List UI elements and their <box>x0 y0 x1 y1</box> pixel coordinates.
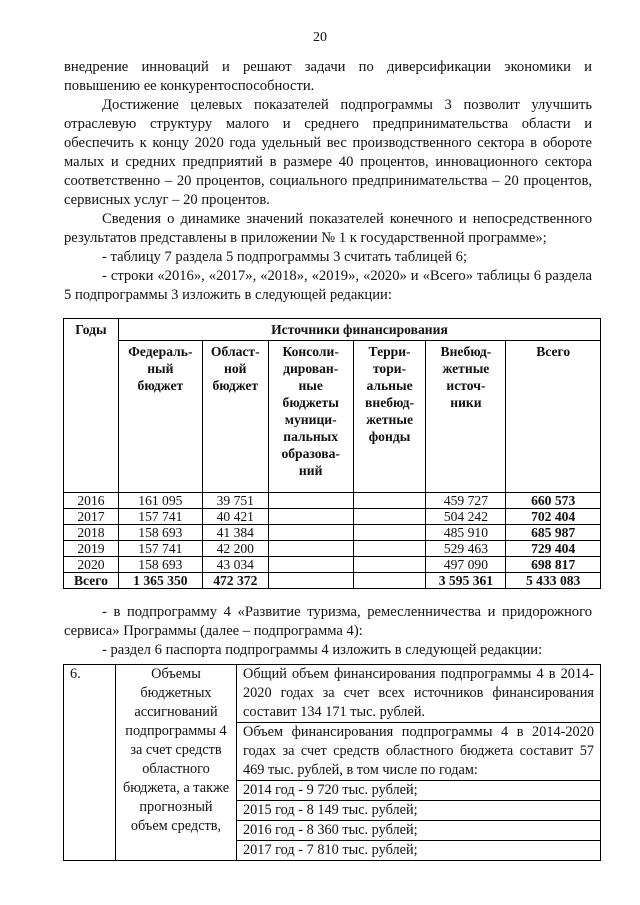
passport-line: 2015 год - 8 149 тыс. рублей; <box>237 801 600 821</box>
header-territorial: Терри- тори- альные внебюд- жетные фонды <box>353 341 426 493</box>
paragraph: - таблицу 7 раздела 5 подпрограммы 3 считать таблицей 6; <box>102 249 468 265</box>
paragraph: - раздел 6 паспорта подпрограммы 4 изложить в следующей редакции: <box>102 642 543 658</box>
passport-row-number: 6. <box>64 665 116 861</box>
cell-regional: 40 421 <box>202 509 268 525</box>
cell-year: Всего <box>64 573 119 589</box>
cell-municipal <box>268 573 353 589</box>
cell-extrabudget: 3 595 361 <box>426 573 506 589</box>
cell-year: 2017 <box>64 509 119 525</box>
table-row <box>64 541 601 557</box>
cell-total: 660 573 <box>506 493 601 509</box>
paragraph: Сведения о динамике значений показателей конечного и непосредственного результатов представлены в приложении № 1 к государственной программе»; <box>64 211 592 246</box>
financing-table <box>63 318 601 589</box>
cell-extrabudget: 497 090 <box>426 557 506 573</box>
cell-federal: 157 741 <box>118 509 202 525</box>
cell-extrabudget: 529 463 <box>426 541 506 557</box>
cell-territorial <box>353 541 426 557</box>
passport-line: 2016 год - 8 360 тыс. рублей; <box>237 821 600 841</box>
cell-regional: 43 034 <box>202 557 268 573</box>
intro-text <box>64 58 592 305</box>
cell-federal: 161 095 <box>118 493 202 509</box>
paragraph: - строки «2016», «2017», «2018», «2019», «2020» и «Всего» таблицы 6 раздела 5 подпрограммы 3 изложить в следующей редакции: <box>64 268 592 303</box>
header-total: Всего <box>506 341 601 493</box>
cell-territorial <box>353 525 426 541</box>
page-number: 20 <box>313 30 327 45</box>
passport-row-label: Объемы бюджетных ассигнований подпрограммы 4 за счет средств областного бюджета, а также прогнозный объем средств, <box>116 665 237 861</box>
table-row <box>64 557 601 573</box>
cell-regional: 41 384 <box>202 525 268 541</box>
cell-federal: 158 693 <box>118 557 202 573</box>
cell-total: 698 817 <box>506 557 601 573</box>
cell-regional: 42 200 <box>202 541 268 557</box>
cell-territorial <box>353 509 426 525</box>
paragraph: - в подпрограмму 4 «Развитие туризма, ремесленничества и придорожного сервиса» Программы (далее – подпрограмма 4): <box>64 604 592 639</box>
cell-municipal <box>268 557 353 573</box>
passport-line: Объем финансирования подпрограммы 4 в 2014-2020 годах за счет средств областного бюджета составит 57 469 тыс. рублей, в том числе по годам: <box>237 723 600 781</box>
header-federal: Федераль- ный бюджет <box>118 341 202 493</box>
subprogram-4-text <box>64 603 592 660</box>
cell-total: 5 433 083 <box>506 573 601 589</box>
table-row <box>64 525 601 541</box>
cell-year: 2018 <box>64 525 119 541</box>
passport-line: 2017 год - 7 810 тыс. рублей; <box>243 842 418 858</box>
passport-row-content <box>237 665 601 861</box>
cell-federal: 1 365 350 <box>118 573 202 589</box>
cell-year: 2019 <box>64 541 119 557</box>
cell-federal: 157 741 <box>118 541 202 557</box>
cell-federal: 158 693 <box>118 525 202 541</box>
paragraph: Достижение целевых показателей подпрограммы 3 позволит улучшить отраслевую структуру малого и среднего предпринимательства области и обеспечить к концу 2020 года удельный вес производственного сектора в обороте малых и средних предприятий в размере 40 процентов, инновационного сектора соответственно – 20 процентов, социального предпринимательства – 20 процентов, сервисных услуг – 20 процентов. <box>64 97 592 208</box>
cell-municipal <box>268 509 353 525</box>
header-sources: Источники финансирования <box>118 319 600 341</box>
cell-year: 2020 <box>64 557 119 573</box>
cell-regional: 472 372 <box>202 573 268 589</box>
cell-municipal <box>268 525 353 541</box>
cell-total: 685 987 <box>506 525 601 541</box>
cell-regional: 39 751 <box>202 493 268 509</box>
table-total-row <box>64 573 601 589</box>
table-row <box>64 509 601 525</box>
paragraph: внедрение инноваций и решают задачи по диверсификации экономики и повышению ее конкурентоспособности. <box>64 59 592 94</box>
cell-territorial <box>353 493 426 509</box>
cell-territorial <box>353 557 426 573</box>
cell-municipal <box>268 541 353 557</box>
header-regional: Област- ной бюджет <box>202 341 268 493</box>
table-row <box>64 493 601 509</box>
passport-table <box>63 664 601 861</box>
header-extrabudget: Внебюд- жетные источ- ники <box>426 341 506 493</box>
cell-territorial <box>353 573 426 589</box>
cell-municipal <box>268 493 353 509</box>
passport-line: 2014 год - 9 720 тыс. рублей; <box>237 781 600 801</box>
header-years: Годы <box>64 319 119 493</box>
cell-extrabudget: 459 727 <box>426 493 506 509</box>
header-municipal: Консоли- дирован- ные бюджеты муници- пальных образова- ний <box>268 341 353 493</box>
passport-line: Общий объем финансирования подпрограммы 4 в 2014-2020 годах за счет всех источников финансирования составит 134 171 тыс. рублей. <box>237 665 600 723</box>
cell-year: 2016 <box>64 493 119 509</box>
cell-extrabudget: 504 242 <box>426 509 506 525</box>
cell-extrabudget: 485 910 <box>426 525 506 541</box>
cell-total: 729 404 <box>506 541 601 557</box>
cell-total: 702 404 <box>506 509 601 525</box>
